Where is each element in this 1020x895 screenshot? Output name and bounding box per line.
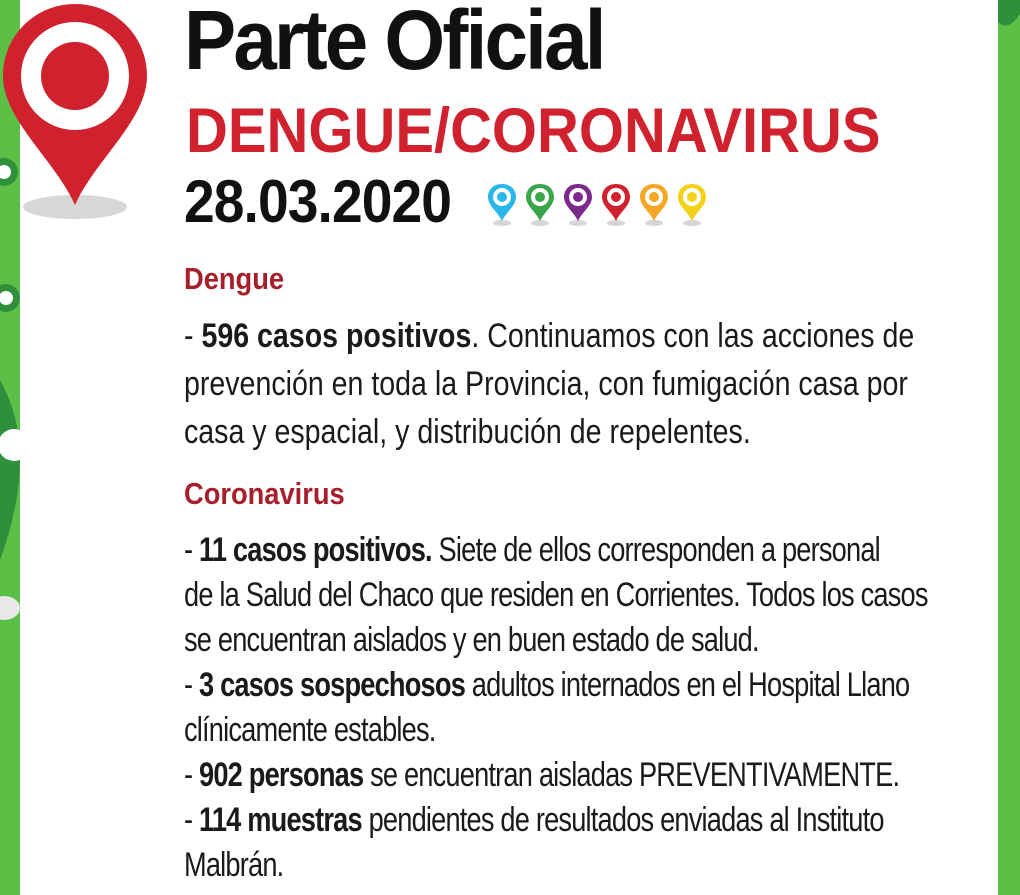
small-pin-icon (602, 184, 630, 226)
colored-pins-row (486, 182, 712, 228)
dengue-line: - 596 casos positivos. Continuamos con las acciones de (184, 317, 915, 355)
coronavirus-line: - 11 casos positivos. Siete de ellos corresponden a personal (184, 531, 880, 569)
coronavirus-paragraph (184, 528, 928, 888)
report-date: 28.03.2020 (184, 168, 452, 235)
small-pin-icon (488, 184, 516, 226)
dengue-paragraph (184, 312, 914, 456)
small-pin-icon (564, 184, 592, 226)
side-pin-decoration (998, 0, 1020, 60)
dengue-line: casa y espacial, y distribución de repelentes. (184, 413, 751, 451)
right-green-border (998, 0, 1020, 895)
map-pin-icon (0, 0, 150, 225)
coronavirus-line: - 3 casos sospechosos adultos internados en el Hospital Llano (184, 666, 910, 704)
coronavirus-line: Malbrán. (184, 846, 284, 884)
coronavirus-line: se encuentran aislados y en buen estado de salud. (184, 621, 759, 659)
coronavirus-line: de la Salud del Chaco que residen en Corrientes. Todos los casos (184, 576, 928, 614)
page-title: Parte Oficial (184, 0, 604, 87)
small-pin-icon (640, 184, 668, 226)
dengue-heading: Dengue (184, 261, 285, 296)
coronavirus-line: - 902 personas se encuentran aisladas PREVENTIVAMENTE. (184, 756, 900, 794)
page-subtitle: DENGUE/CORONAVIRUS (186, 96, 881, 166)
small-pin-icon (678, 184, 706, 226)
coronavirus-line: - 114 muestras pendientes de resultados enviadas al Instituto (184, 801, 884, 839)
coronavirus-line: clínicamente estables. (184, 711, 436, 749)
small-pin-icon (526, 184, 554, 226)
coronavirus-heading: Coronavirus (184, 476, 345, 511)
dengue-line: prevención en toda la Provincia, con fumigación casa por (184, 365, 908, 403)
